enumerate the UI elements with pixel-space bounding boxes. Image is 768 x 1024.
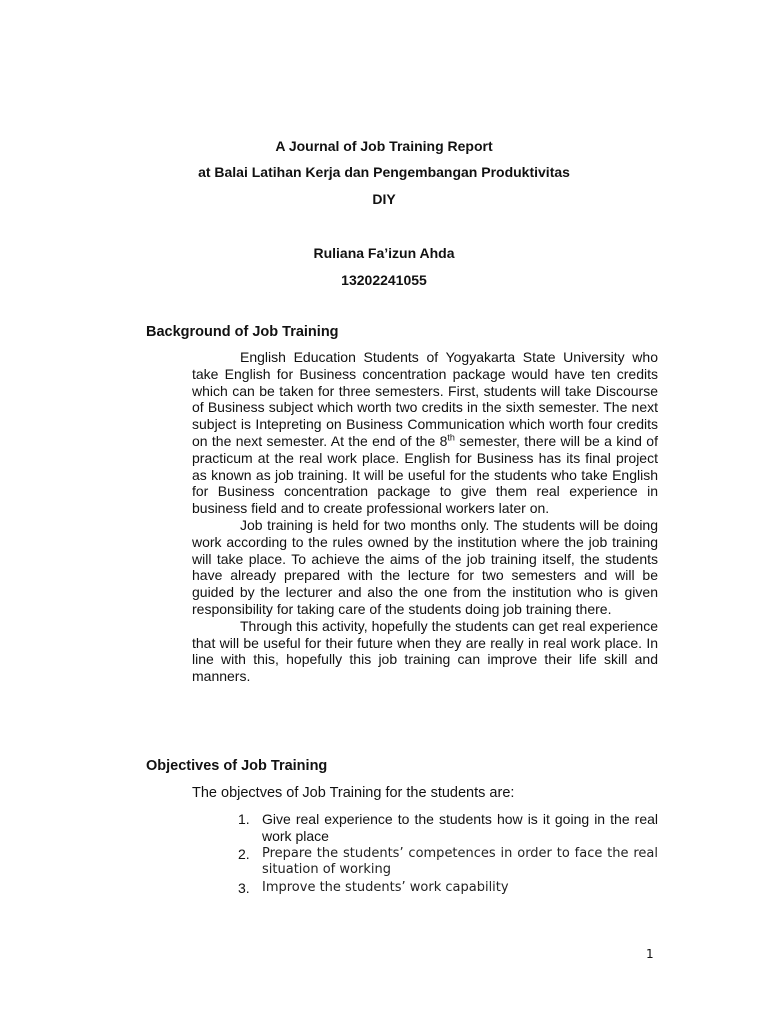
ordinal-superscript: th <box>447 432 455 443</box>
title-line-2: at Balai Latihan Kerja dan Pengembangan Produktivitas <box>198 164 570 180</box>
list-item-text: Improve the students’ work capability <box>262 880 509 896</box>
list-item <box>238 880 658 897</box>
background-paragraph-1-text-b: semester, there will be a kind of practicum at the real work place. English for Business has its final project as known as job training. It will be useful for the students who take English for Business concentration package to give them real experience in business field and to create professional workers later on. <box>192 432 658 517</box>
objectives-list <box>238 811 658 898</box>
student-id: 13202241055 <box>341 272 427 288</box>
page-number: 1 <box>646 947 654 961</box>
list-item-text: Prepare the students’ competences in order to face the real situation of working <box>262 845 658 878</box>
objectives-intro: The objectves of Job Training for the students are: <box>192 785 515 801</box>
title-line-1: A Journal of Job Training Report <box>275 138 493 154</box>
list-item-text: Give real experience to the students how is it going in the real work place <box>262 811 658 844</box>
background-paragraph-1 <box>192 349 658 517</box>
background-paragraph-3: Through this activity, hopefully the students can get real experience that will be useful for their future when they are really in real work place. In line with this, hopefully this job training can improve their life skill and manners. <box>192 617 658 685</box>
list-item <box>238 811 658 845</box>
list-item-number: 1. <box>238 811 250 827</box>
list-item <box>238 846 658 880</box>
title-line-3: DIY <box>372 191 396 207</box>
background-paragraph-2: Job training is held for two months only. The students will be doing work according to the rules owned by the institution where the job training will take place. To achieve the aims of the job training itself, the students have already prepared with the lecture for two semesters and will be guided by the lecturer and also the one from the institution who is given responsibility for taking care of the students doing job training there. <box>192 516 658 617</box>
background-paragraph-1-text-a: English Education Students of Yogyakarta State University who take English for Business concentration package would have ten credits which can be taken for three semesters. First, students will take Discourse of Business subject which worth two credits in the sixth semester. The next subject is Intepreting on Business Communication which worth four credits on the next semester. At the end of the 8 <box>192 349 658 449</box>
author-name: Ruliana Fa’izun Ahda <box>313 245 455 261</box>
list-item-number: 3. <box>238 880 250 897</box>
background-body <box>192 349 658 685</box>
objectives-heading: Objectives of Job Training <box>146 758 328 774</box>
background-heading: Background of Job Training <box>146 324 339 340</box>
list-item-number: 2. <box>238 845 250 862</box>
